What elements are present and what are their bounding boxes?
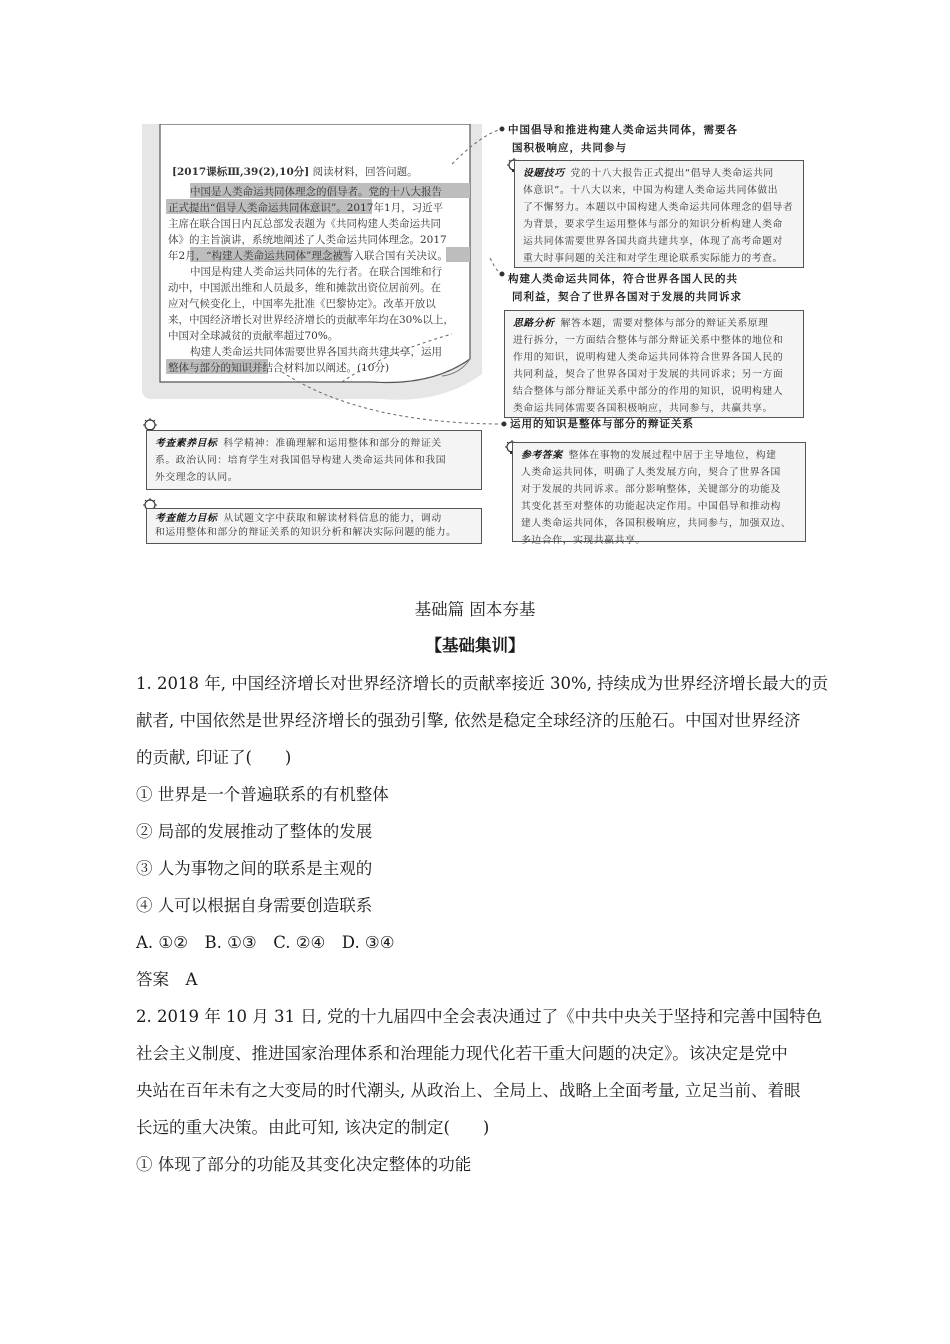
question-1-choices: A. ①② B. ①③ C. ②④ D. ③④: [136, 933, 395, 952]
answer-line: 多边合作，实现共赢共享。: [521, 535, 646, 546]
material-line: 体》的主旨演讲，系统地阐述了人类命运共同体理念。2017: [168, 234, 447, 246]
hand-note-line: 同利益，契合了世界各国对于发展的共同诉求: [512, 291, 742, 303]
hand-note-3: [510, 415, 810, 433]
literacy-line: 系。政治认同：培育学生对我国倡导构建人类命运共同体和我国: [155, 455, 447, 466]
material-line: 中国对全球减贫的贡献率超过70%。: [168, 330, 339, 342]
analysis-line: 作用的知识，说明构建人类命运共同体符合世界各国人民的: [513, 352, 784, 363]
question-1-line: 的贡献, 印证了( ): [136, 748, 292, 767]
hand-note-1: [508, 121, 808, 157]
answer-line: 建人类命运共同体，各国积极响应，共同参与，加强双边、: [521, 518, 792, 529]
material-line: 中国是人类命运共同体理念的倡导者。党的十八大报告: [190, 186, 442, 198]
ability-label: 考查能力目标: [155, 513, 218, 524]
question-1-line: 1. 2018 年, 中国经济增长对世界经济增长的贡献率接近 30%, 持续成为世界经济增长最大的贡: [136, 674, 829, 693]
material-source: [172, 164, 472, 180]
literacy-line: 科学精神：准确理解和运用整体和部分的辩证关: [223, 438, 442, 449]
tip-line: 为背景，要求学生运用整体与部分的知识分析构建人类命: [523, 219, 783, 230]
analysis-label: 思路分析: [513, 318, 555, 329]
tip-label: 设题技巧: [523, 168, 565, 179]
source-label: [2017课标Ⅲ,39(2),10分]: [172, 166, 310, 178]
question-2-line: 长远的重大决策。由此可知, 该决定的制定( ): [136, 1118, 490, 1137]
source-instruction: 阅读材料，回答问题。: [312, 166, 418, 178]
analysis-line: 类命运共同体需要各国积极响应，共同参与，共赢共享。: [513, 403, 773, 414]
question-1-option: ③ 人为事物之间的联系是主观的: [136, 859, 373, 878]
material-line: 来，中国经济增长对世界经济增长的贡献率年均在30%以上，: [168, 314, 454, 326]
question-2-line: 央站在百年未有之大变局的时代潮头, 从政治上、全局上、战略上全面考量, 立足当前、着眼: [136, 1081, 801, 1100]
material-line: 中国是构建人类命运共同体的先行者。在联合国维和行: [190, 266, 442, 278]
tip-line: 了不懈努力。本题以中国构建人类命运共同体理念的倡导者: [523, 202, 794, 213]
tip-line: 体意识”。十八大以来，中国为构建人类命运共同体做出: [523, 185, 779, 196]
question-2-line: 社会主义制度、推进国家治理体系和治理能力现代化若干重大问题的决定》。该决定是党中: [136, 1044, 788, 1063]
answer-line: 其变化甚至对整体的功能起决定作用。中国倡导和推动构: [521, 501, 781, 512]
material-line: 整体与部分的知识并结合材料加以阐述。(10分): [168, 362, 390, 374]
exam-analysis-illustration: [142, 124, 810, 544]
analysis-line: 进行拆分，一方面结合整体与部分辩证关系中整体的地位和: [513, 335, 784, 346]
question-1-option: ② 局部的发展推动了整体的发展: [136, 822, 373, 841]
subsection-title: 【基础集训】: [425, 636, 525, 655]
question-1-answer: 答案 A: [136, 970, 198, 989]
hand-note-line: 国积极响应，共同参与: [512, 142, 627, 154]
analysis-line: 共同利益，契合了世界各国对于发展的共同诉求；另一方面: [513, 369, 784, 380]
question-2-option: ① 体现了部分的功能及其变化决定整体的功能: [136, 1155, 472, 1174]
answer-box: [512, 442, 806, 546]
question-1-option: ④ 人可以根据自身需要创造联系: [136, 896, 373, 915]
material-line: 构建人类命运共同体需要世界各国共商共建共享，运用: [190, 346, 442, 358]
ability-line: 和运用整体和部分的辩证关系的知识分析和解决实际问题的能力。: [155, 527, 457, 538]
hand-note-2: [508, 270, 808, 306]
ability-line: 从试题文字中获取和解读材料信息的能力，调动: [223, 513, 442, 524]
literacy-box: [146, 430, 482, 490]
hand-note-line: 中国倡导和推进构建人类命运共同体，需要各: [508, 124, 738, 136]
literacy-label: 考查素养目标: [155, 438, 218, 449]
material-line: 年2月，“构建人类命运共同体”理念被写入联合国有关决议。: [168, 250, 448, 262]
question-1-line: 献者, 中国依然是世界经济增长的强劲引擎, 依然是稳定全球经济的压舱石。中国对世界经济: [136, 711, 801, 730]
hand-note-line: 运用的知识是整体与部分的辩证关系: [510, 418, 694, 430]
tip-line: 运共同体需要世界各国共商共建共享，体现了高考命题对: [523, 236, 783, 247]
tip-box: [514, 160, 804, 268]
answer-line: 整体在事物的发展过程中居于主导地位，构建: [568, 450, 777, 461]
literacy-line: 外交理念的认同。: [155, 472, 239, 483]
material-line: 正式提出“倡导人类命运共同体意识”。2017年1月，习近平: [168, 202, 444, 214]
section-title: 基础篇 固本夯基: [414, 600, 536, 619]
hand-note-line: 构建人类命运共同体，符合世界各国人民的共: [508, 273, 738, 285]
material-line: 主席在联合国日内瓦总部发表题为《共同构建人类命运共同: [168, 218, 441, 230]
ability-box: [146, 508, 482, 544]
question-1-option: ① 世界是一个普遍联系的有机整体: [136, 785, 389, 804]
tip-line: 党的十八大报告正式提出“倡导人类命运共同: [570, 168, 774, 179]
question-2-line: 2. 2019 年 10 月 31 日, 党的十九届四中全会表决通过了《中共中央关于坚持和完善中国特色: [136, 1007, 823, 1026]
answer-line: 对于发展的共同诉求。部分影响整体，关键部分的功能及: [521, 484, 781, 495]
material-line: 应对气候变化上，中国率先批准《巴黎协定》。改革开放以: [168, 298, 436, 310]
material-line: 动中，中国派出维和人员最多，维和摊款出资位居前列。在: [168, 282, 441, 294]
analysis-line: 解答本题，需要对整体与部分的辩证关系原理: [560, 318, 769, 329]
answer-line: 人类命运共同体，明确了人类发展方向，契合了世界各国: [521, 467, 781, 478]
answer-label: 参考答案: [521, 450, 563, 461]
analysis-line: 结合整体与部分辩证关系中部分的作用的知识，说明构建人: [513, 386, 784, 397]
material-text: [168, 184, 472, 376]
analysis-box: [504, 310, 804, 418]
tip-line: 重大时事问题的关注和对学生理论联系实际能力的考查。: [523, 253, 783, 264]
